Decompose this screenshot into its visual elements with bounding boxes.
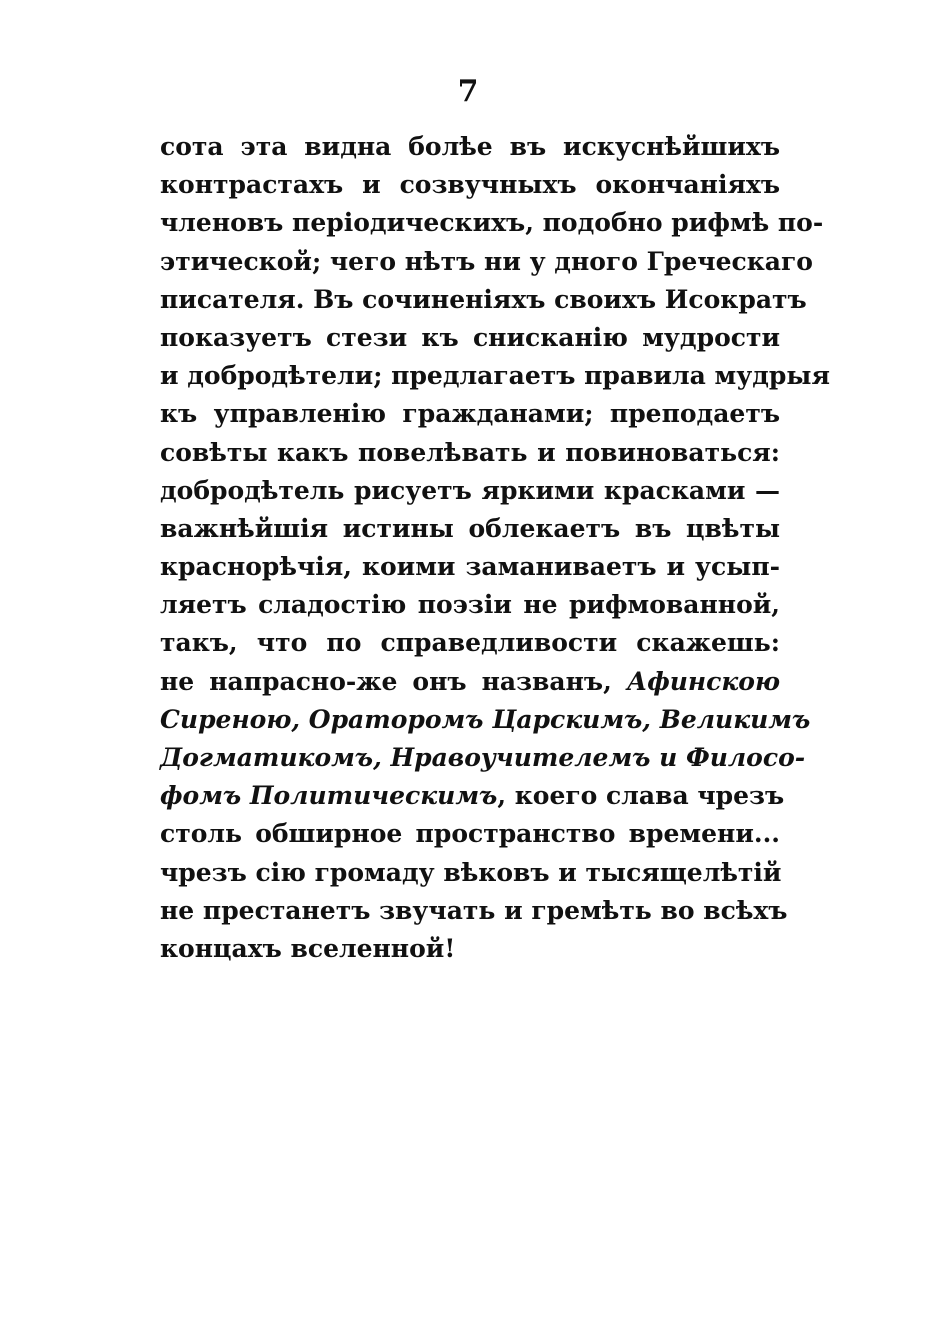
text-line: добродѣтель рисуетъ яркими красками — [160, 475, 780, 505]
text-line: этической; чего нѣтъ ни у дного Греческаго [160, 246, 813, 276]
italic-span: Афинскою [626, 666, 780, 696]
italic-span: фомъ Политическимъ [160, 781, 498, 811]
text-line: членовъ періодическихъ, подобно рифмѣ по- [160, 208, 824, 238]
text-line-italic: Сиреною, Ораторомъ Царскимъ, Великимъ [160, 704, 811, 734]
text-line: такъ, что по справедливости скажешь: [160, 628, 780, 658]
text-line: писателя. Въ сочиненіяхъ своихъ Исократъ [160, 284, 807, 314]
page-number: 7 [457, 74, 479, 109]
text-line: къ управленію гражданами; преподаетъ [160, 399, 780, 429]
text-line-italic-part: фомъ Политическимъ, коего слава чрезъ [160, 781, 785, 811]
text-line: и добродѣтели; предлагаетъ правила мудрыя [160, 361, 830, 391]
text-line: показуетъ стези къ снисканію мудрости [160, 322, 780, 352]
text-line: контрастахъ и созвучныхъ окончаніяхъ [160, 170, 780, 200]
text-line: важнѣйшія истины облекаетъ въ цвѣты [160, 513, 780, 543]
text-line: совѣты какъ повелѣвать и повиноваться: [160, 437, 780, 467]
text-line: чрезъ сію громаду вѣковъ и тысящелѣтій [160, 857, 782, 887]
body-text [160, 128, 830, 968]
text-line: ляетъ сладостію поэзіи не рифмованной, [160, 590, 780, 620]
text-line-italic: Догматикомъ, Нравоучителемъ и Филосо- [160, 743, 806, 772]
text-line-last: концахъ вселенной! [160, 933, 456, 963]
text-line: столь обширное пространство времени... [160, 819, 780, 849]
text-line: не престанетъ звучать и гремѣть во всѣхъ [160, 895, 788, 925]
text-line: сота эта видна болѣе въ искуснѣйшихъ [160, 132, 780, 161]
text-line-italic-part: не напрасно-же онъ названъ, Афинскою [160, 666, 780, 696]
text-line: краснорѣчія, коими заманиваетъ и усып- [160, 552, 780, 582]
